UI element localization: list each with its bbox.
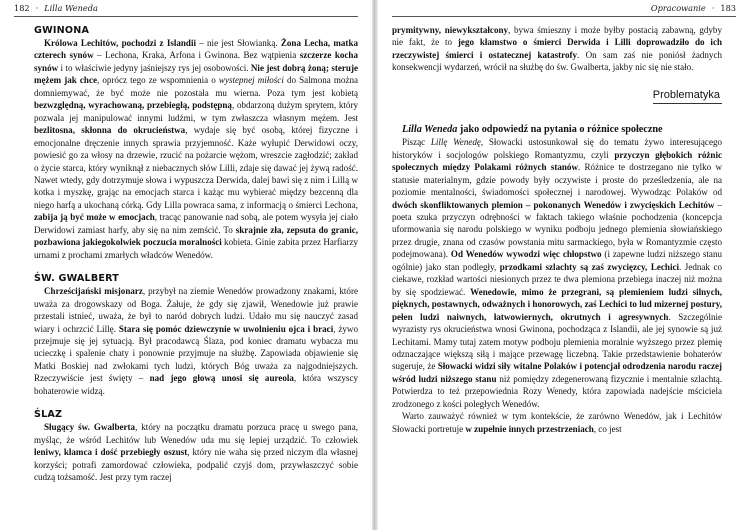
right-page bbox=[378, 0, 750, 530]
bold-phrase: w zupełnie innych przestrzeniach bbox=[465, 423, 594, 434]
paragraph-problematyka-1: Pisząc Lillę Wenedę, Słowacki ustosunkował się do tematu żywo interesującego historyków i socjologów polskiego Romantyzmu, czyli przyczyn głębokich różnic społecznych między Polakami różnych stanów. Różnice te dostrzegano nie tylko w statusie materialnym, gdzie powody były oczywiste i proste do prześledzenia, ale na poziomie mentalności, świadomości społecznej i narodowej. Wywodząc Polaków od dwóch skonfliktowanych plemion – pokonanych Wenedów i zwycięskich Lechitów – poeta szuka przyczyn odrębności w faktach takiego właśnie pochodzenia (koncepcja uformowania się narodu polskiego w wyniku podboju jednego plemienia słowiańskiego przez drugie, znana od czasów powstania mitu sarmackiego, była w Romantyzmie często podejmowana). Od Wenedów wywodzi więc chłopstwo (i zapewne ludzi niższego stanu ogólnie) jako stan podległy, przodkami szlachty są zaś zwycięzcy, Lechici. Jednak co ciekawe, rozkład wartości niesionych przez te dwa plemiona przebiega inaczej niż można by się spodziewać. Wenedowie, mimo że przegrani, są plemieniem ludzi silnych, pięknych, postawnych, odważnych i honorowych, zaś Lechici to lud mizernej postury, pełen ludzi naiwnych, łatwowiernych, okrutnych i agresywnych. Szczególnie wyrazisty rys okrucieństwa wnosi Gwinona, pochodząca z Islandii, ale jej synowie są już Lechitami. Mamy tutaj zatem motyw podboju plemienia moralnie wyższego przez plemię odznaczające większą siłą i mające przewagę liczebną. Takie przedstawienie bohaterów sugeruje, że Słowacki widzi siły witalne Polaków i potencjał odrodzenia narodu raczej wśród ludzi niższego stanu niż pomiędzy zdegenerowaną fizycznie i mentalnie szlachtą. Potwierdza to też przepowiednia Rozy Wenedy, która zapowiada nadejście mściciela zrodzonego z kości poległych Wenedów. bbox=[392, 137, 723, 409]
page-number-right: 183 bbox=[720, 3, 736, 13]
paragraph-slaz: Sługący św. Gwalberta, który na początku dramatu porzuca pracę u swego pana, myśląc, że wśród Lechitów lub Wenedów uda mu się lepiej urządzić. To człowiek leniwy, kłamca i dość przebiegły oszust, który nie waha się przed niczym dla własnej korzyści; potrafi zamordować człowieka, podpalić czyjś dom, przywłaszczyć sobie cudzą tożsamość. Jest przy tym raczej bbox=[34, 422, 358, 483]
bold-phrase: przyczyn głębokich różnic społecznych między Polakami różnych stanów bbox=[392, 149, 722, 173]
running-title-left: Lilla Weneda bbox=[44, 3, 98, 13]
paragraph-slaz-continued: prymitywny, niewykształcony, bywa śmieszny i może byłby postacią zabawną, gdyby nie fakt, że to jego kłamstwo o śmierci Derwida i Lilli doprowadziło do ich rzeczywistej śmierci i ostatecznej katastrofy. On sam zaś nie poniósł żadnych konsekwencji wydarzeń, wrócił na służbę do św. Gwalberta, jakby nic się nie stało. bbox=[392, 25, 722, 73]
bold-phrase: Żona Lecha, matka czterech synów bbox=[34, 38, 359, 61]
bold-phrase: bezwzględną, wyrachowaną, przebiegłą, podstępną bbox=[34, 100, 232, 111]
left-content bbox=[34, 24, 358, 484]
bold-phrase: Sługący św. Gwalberta bbox=[44, 422, 136, 433]
bold-phrase: szczerze kocha synów bbox=[34, 50, 358, 73]
page-number-left: 182 bbox=[14, 3, 30, 13]
bold-phrase: bezlitosna, skłonna do okrucieństwa bbox=[34, 125, 186, 136]
left-page bbox=[0, 0, 372, 530]
separator-dot-right: · bbox=[711, 3, 715, 13]
bold-phrase: Nie jest dobrą żoną; steruje mężem jak chce bbox=[34, 62, 358, 86]
bold-phrase: Słowacki widzi siły witalne Polaków i potencjał odrodzenia narodu raczej wśród ludzi niższego stanu bbox=[392, 361, 722, 384]
paragraph-gwinona: Królowa Lechitów, pochodzi z Islandii – nie jest Słowianką. Żona Lecha, matka czterech synów – Lechona, Kraka, Arfona i Gwinona. Bez wątpienia szczerze kocha synów i to właściwie jedyny jaśniejszy rys jej osobowości. Nie jest dobrą żoną; steruje mężem jak chce, oprócz tego ze wspomnienia o wystepnej miłości do Salmona można domniemywać, że być może nie pozostała mu wierna. Poza tym jest kobietą bezwzględną, wyrachowaną, przebiegłą, podstępną, obdarzoną dużym sprytem, który pozwala jej manipulować innymi ludźmi, w tym zwłaszcza własnym mężem. Jest bezlitosna, skłonna do okrucieństwa, wydaje się być osobą, której fizyczne i emocjonalne dręczenie innych sprawia przyjemność. Każe wyłupić Derwidowi oczy, powiesić go za włosy na drzewie, rzucić na pożarcie wężom, wreszcie zagłodzić; zakład o życie starca, który wyniknął z niebacznych słów Lilli, zdaje się dawać jej żywą radość. Nawet wtedy, gdy dotrzymuje słowa i wypuszcza Derwida, dalej bawi się z nim i Lillą w kotka i myszkę, grając na emocjach starca i każąc mu wybierać między bezcenną dla niego harfą a ukochaną córką. Gdy Lilla powraca sama, z informacją o śmierci Lechona, zabija ją być może w emocjach, tracąc panowanie nad sobą, ale potem wysyła jej ciało Derwidowi zamiast harfy, aby się na nim zemścić. To skrajnie zła, zepsuta do granic, pozbawiona jakiegokolwiek poczucia moralności kobieta. Ginie zabita przez Harfiarzy urnami z prochami zmarłych władców Wenedów. bbox=[34, 38, 359, 260]
subheading-rest: jako odpowiedź na pytania o różnice społeczne bbox=[457, 123, 663, 135]
bold-phrase: skrajnie zła, zepsuta do granic, pozbawiona jakiegokolwiek poczucia moralności bbox=[34, 224, 358, 248]
subheading bbox=[392, 124, 722, 136]
header-rule-right bbox=[392, 16, 736, 17]
running-header-left bbox=[14, 0, 358, 16]
bold-phrase: Stara się pomóc dziewczynie w uwolnieniu ojca i braci bbox=[118, 323, 334, 334]
bold-phrase: zabija ją być może w emocjach bbox=[34, 212, 155, 223]
bold-phrase: jego kłamstwo o śmierci Derwida i Lilli doprowadziło do ich rzeczywistej śmierci i ostatecznej katastrofy bbox=[392, 37, 722, 60]
italic-phrase: Lillę Wenedę bbox=[430, 137, 481, 148]
right-content bbox=[392, 24, 722, 435]
heading-slaz: ŚLAZ bbox=[34, 409, 63, 421]
bold-phrase: Wenedowie, mimo że przegrani, są plemieniem ludzi silnych, pięknych, postawnych, odważnych i honorowych, zaś Lechici to lud mizernej postury, pełen ludzi naiwnych, łatwowiernych, okrutnych i agresywnych bbox=[392, 286, 722, 322]
running-header-right bbox=[392, 0, 736, 16]
running-title-right: Opracowanie bbox=[650, 3, 706, 13]
bold-phrase: przodkami szlachty są zaś zwycięzcy, Lechici bbox=[499, 261, 679, 272]
section-heading-problematyka: Problematyka bbox=[653, 88, 722, 104]
bold-phrase: nad jego głową unosi się aureola bbox=[149, 373, 294, 384]
bold-phrase: Królowa Lechitów, pochodzi z Islandii bbox=[44, 38, 196, 48]
heading-gwalbert: ŚW. GWALBERT bbox=[34, 273, 120, 285]
separator-dot-left: · bbox=[35, 3, 39, 13]
bold-phrase: Chrześcijański misjonarz bbox=[44, 286, 143, 297]
bold-phrase: dwóch skonfliktowanych plemion – pokonanych Wenedów i zwycięskich Lechitów bbox=[392, 199, 715, 210]
bold-phrase: prymitywny, niewykształcony bbox=[392, 25, 509, 35]
paragraph-gwalbert: Chrześcijański misjonarz, przybył na ziemie Wenedów prowadzony znakami, które uważa za drogowskazy od Boga. Żałuje, że gdy się zjawił, Wenedowie już prawie przestali istnieć, uważa, że był to naród dobrych ludzi. Udało mu się nauczyć zasad wiary i ochrzcić Lillę. Stara się pomóc dziewczynie w uwolnieniu ojca i braci, żywo przejmuje się jej sytuacją. Był pracodawcą Ślaza, pod koniec dramatu wybacza mu ucieczkę i spalenie chaty i ponownie przyjmuje na służbę. Zapowiada objawienie się Matki Boskiej nad zwłokami tych ludzi, których Bóg uważa za najgodniejszych. Rzeczywiście jest święty – nad jego głową unosi się aureola, która wszyscy bohaterowie widzą. bbox=[34, 286, 358, 396]
section-heading-box bbox=[392, 88, 722, 104]
heading-gwinona: GWINONA bbox=[34, 25, 90, 36]
bold-phrase: Od Wenedów wywodzi więc chłopstwo bbox=[450, 249, 602, 260]
header-rule-left bbox=[14, 16, 358, 17]
subheading-title: Lilla Weneda bbox=[402, 123, 458, 135]
paragraph-problematyka-2: Warto zauważyć również w tym kontekście, że zarówno Wenedów, jak i Lechitów Słowacki portretuje w zupełnie innych przestrzeniach, co jest bbox=[392, 411, 722, 434]
bold-phrase: leniwy, kłamca i dość przebiegły oszust bbox=[34, 447, 188, 458]
italic-phrase: wystepnej miłości bbox=[218, 75, 284, 86]
